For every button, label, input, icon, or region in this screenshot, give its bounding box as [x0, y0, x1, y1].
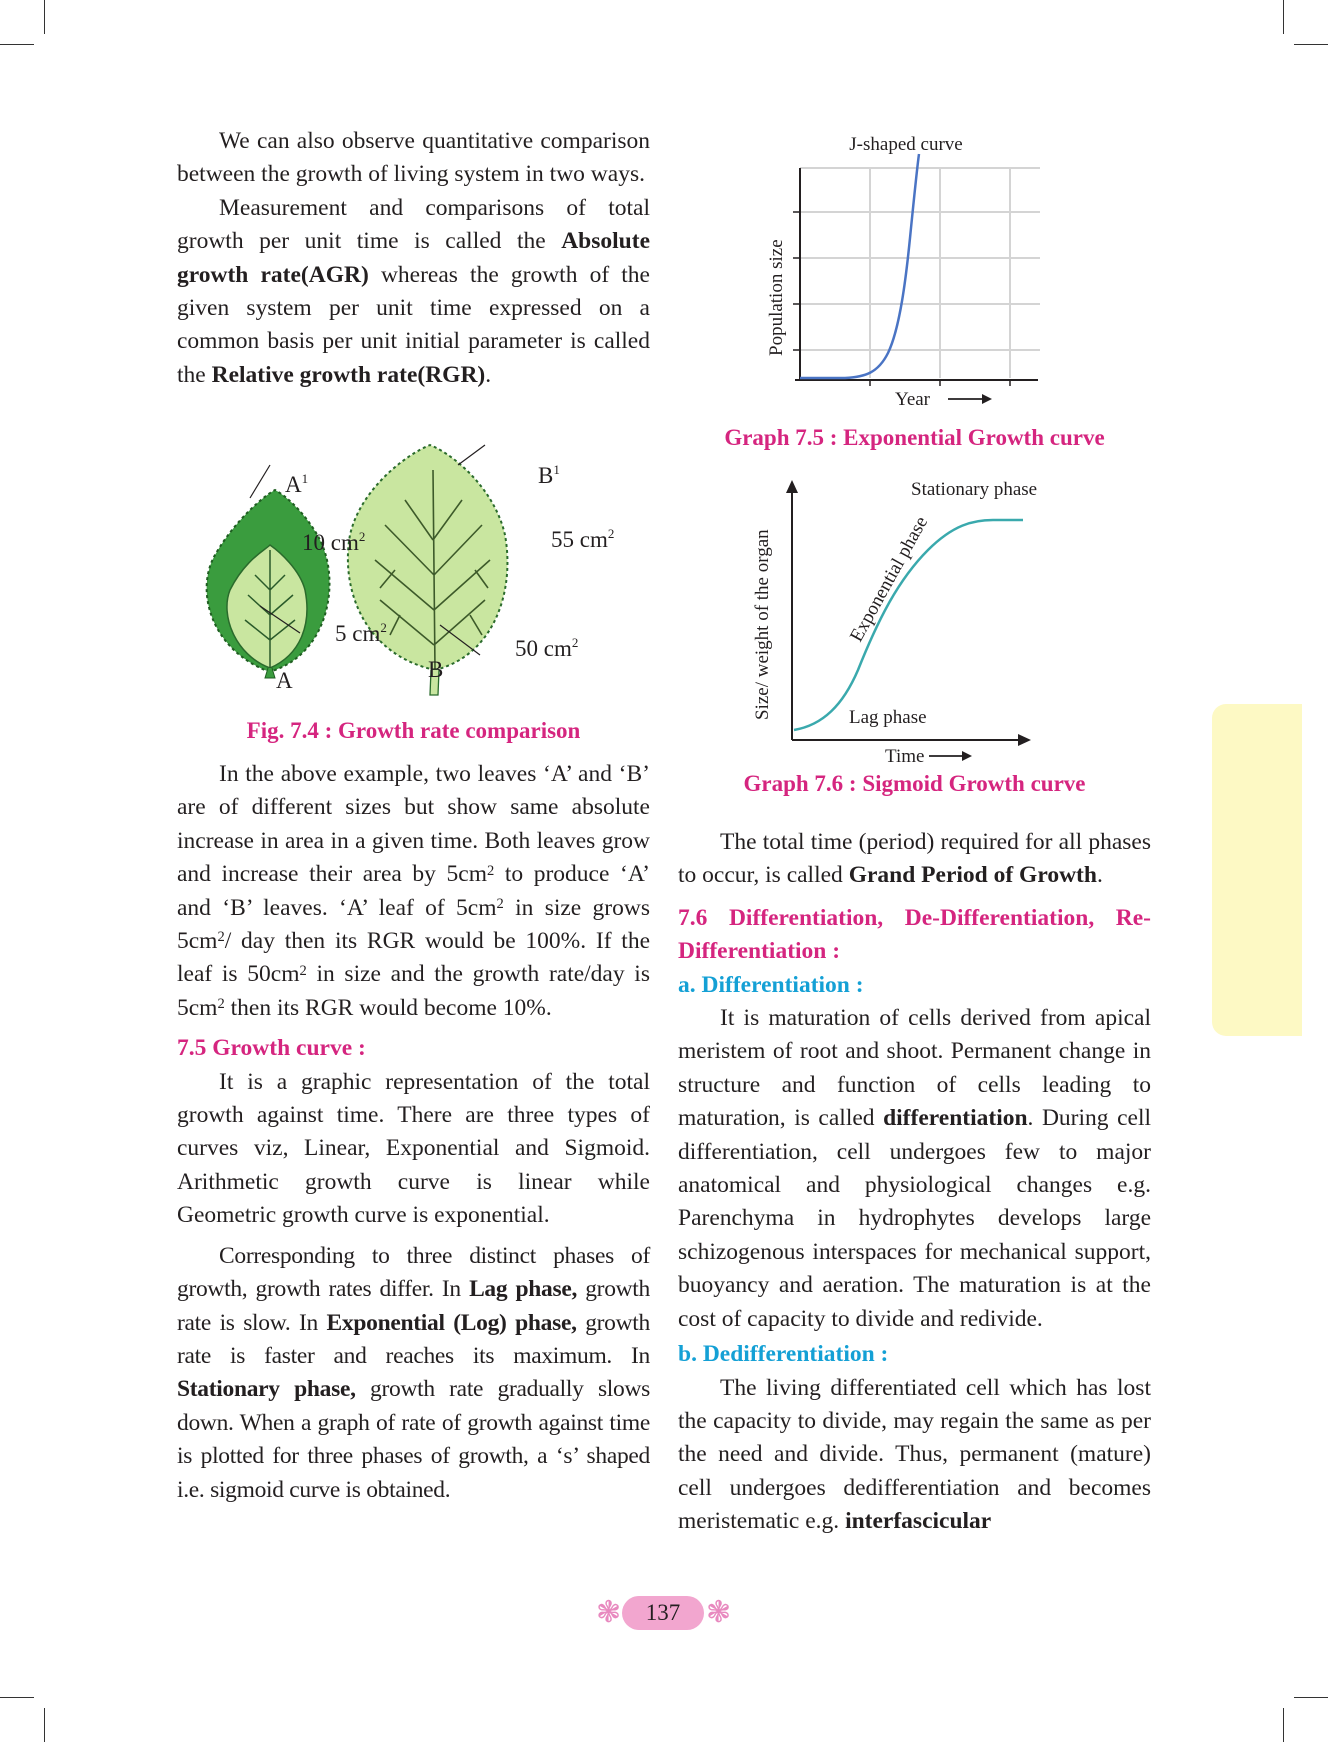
svg-text:B1: $B^1$	[538, 462, 560, 488]
label-a1: A	[285, 472, 302, 497]
graph-7-6-caption: Graph 7.6 : Sigmoid Growth curve	[743, 771, 1086, 796]
label-b: B	[428, 657, 444, 682]
page-number: 137	[622, 1596, 704, 1630]
j-curve-xlabel: Year	[895, 389, 931, 410]
sigmoid-stationary-label: Stationary phase	[911, 479, 1038, 500]
j-curve-ylabel: Population size	[766, 239, 787, 356]
svg-text:55 cm2: 55 $cm^2$	[551, 526, 615, 552]
crop-mark	[44, 1708, 45, 1742]
grand-period-paragraph: The total time (period) required for all phases to occur, is called Grand Period of Growth.	[678, 829, 1151, 889]
sigmoid-x-arrowhead	[1018, 734, 1031, 746]
sigmoid-x-label-arrowhead	[962, 751, 972, 761]
subsection-dedifferentiation: b. Dedifferentiation :	[678, 1341, 889, 1368]
sigmoid-graph	[748, 475, 1068, 770]
j-curve-line	[800, 154, 919, 378]
sigmoid-exponential-label: Exponential phase	[846, 512, 933, 646]
j-curve-grid	[800, 168, 1040, 378]
sigmoid-lag-label: Lag phase	[849, 707, 927, 728]
differentiation-paragraph: It is maturation of cells derived from apical meristem of root and shoot. Permanent change in structure and function of cells leading to maturation, is called differentiation. During cell differentiation, cell undergoes few to major anatomical and physiological changes e.g. Parenchyma in hydrophytes develops large schizogenous interspaces for mechanical support, buoyancy and aeration. The maturation is at the cost of capacity to divide and redivide.	[678, 1005, 1151, 1332]
area-a: 5 cm	[335, 621, 381, 646]
leader-line	[250, 465, 270, 498]
crop-mark	[0, 1697, 34, 1698]
area-b1: 55 cm	[551, 527, 608, 552]
crop-mark	[1283, 0, 1284, 34]
leaf-growth-figure	[190, 440, 650, 700]
crop-mark	[1294, 44, 1328, 45]
intro-paragraph: We can also observe quantitative comparison between the growth of living system in two ways.	[177, 128, 650, 188]
crop-mark	[44, 0, 45, 34]
svg-text:A1: $A^1$	[285, 471, 309, 497]
dedifferentiation-paragraph: The living differentiated cell which has lost the capacity to divide, may regain the same as per the need and divide. Thus, permanent (mature) cell undergoes dedifferentiation and becomes meristematic e.g. interfascicular	[678, 1374, 1151, 1535]
growth-curve-paragraph: It is a graphic representation of the total growth against time. There are three types of curves viz, Linear, Exponential and Sigmoid. Arithmetic growth curve is linear while Geometric growth curve is exponential.	[177, 1068, 650, 1229]
right-column	[678, 826, 1151, 1539]
label-a: A	[276, 668, 293, 693]
example-paragraph: In the above example, two leaves ‘A’ and ‘B’ are of different sizes but show same absolute increase in area in a given time. Both leaves grow and increase their area by $5cm^2$ to produce ‘A’ and ‘B’ leaves. ‘A’ leaf of $5cm^2$ in size grows $5cm^2/$ day then its RGR would be 100%. If the leaf is $50cm^2$ in size and the growth rate/day is $5cm^2$ then its RGR would become 10%.	[177, 761, 651, 1021]
j-curve-title: J-shaped curve	[849, 134, 963, 155]
ornament-left-icon: ❃	[596, 1596, 622, 1629]
area-a1: 10 cm	[302, 530, 359, 555]
crop-mark	[1283, 1708, 1284, 1742]
j-curve-x-arrowhead	[982, 394, 992, 404]
j-curve-graph	[760, 128, 1060, 418]
phases-paragraph: Corresponding to three distinct phases of growth, growth rates differ. In Lag phase, growth rate is slow. In Exponential (Log) phase, growth rate is faster and reaches its maximum. In Stationary phase, growth rate gradually slows down. When a graph of rate of growth against time is plotted for three phases of growth, a ‘s’ shaped i.e. sigmoid curve is obtained.	[177, 1242, 650, 1503]
fig-7-4-caption: Fig. 7.4 : Growth rate comparison	[246, 718, 581, 743]
sigmoid-y-arrowhead	[786, 480, 798, 493]
crop-mark	[1294, 1697, 1328, 1698]
leader-line	[458, 445, 485, 465]
agr-rgr-paragraph: Measurement and comparisons of total growth per unit time is called the Absolute growth rate(AGR) whereas the growth of the given system per unit time expressed on a common basis per unit initial parameter is called the Relative growth rate(RGR).	[177, 194, 650, 388]
area-b: 50 cm	[515, 636, 572, 661]
left-column-top	[177, 125, 650, 392]
chapter-side-tab	[1212, 704, 1302, 1036]
graph-7-5-caption: Graph 7.5 : Exponential Growth curve	[724, 425, 1105, 450]
svg-text:50 cm2: 50 $cm^2$	[515, 635, 579, 661]
svg-text:10 cm2: 10 $cm^2$	[302, 529, 366, 555]
ornament-right-icon: ❃	[706, 1596, 732, 1629]
section-7-5-title: 7.5 Growth curve :	[177, 1035, 366, 1062]
subsection-differentiation: a. Differentiation :	[678, 971, 864, 998]
section-7-6-title: 7.6 Differentiation, De-Differentiation, Re-Differentiation :	[678, 904, 1151, 965]
sigmoid-xlabel: Time	[885, 746, 925, 767]
left-column-bottom	[177, 758, 650, 1507]
crop-mark	[0, 44, 34, 45]
svg-text:5 cm2: 5 $cm^2$	[335, 620, 387, 646]
sigmoid-ylabel: Size/ weight of the organ	[752, 529, 773, 720]
label-b1: B	[538, 463, 554, 488]
